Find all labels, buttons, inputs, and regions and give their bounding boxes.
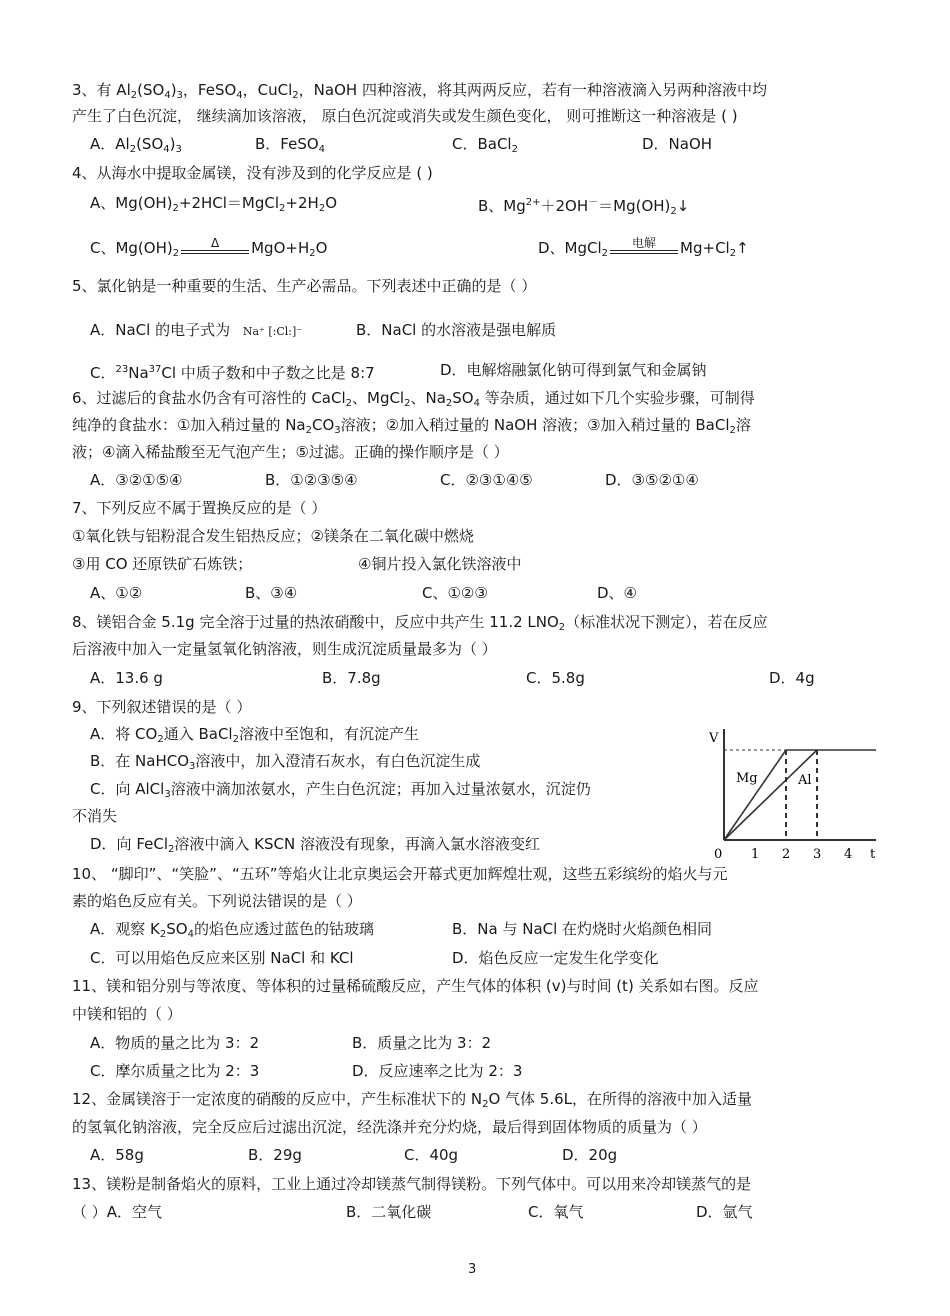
q4-stem: 4、从海水中提取金属镁，没有涉及到的化学反应是 ( )	[72, 164, 433, 182]
q5-option-c: C．$^{23}$Na$^{37}$Cl 中质子数和中子数之比是 8:7	[90, 364, 375, 382]
x-axis-label: t	[870, 847, 876, 862]
q13-option-b: B．二氧化碳	[346, 1203, 432, 1221]
q13-option-d: D．氩气	[696, 1203, 753, 1221]
q13-option-c: C．氧气	[528, 1203, 584, 1221]
q8-option-a: A．13.6 g	[90, 669, 163, 687]
q3-line1: 3、有 $Al_2(SO_4)_3$，FeSO$_4$，CuCl$_2$，NaOH 四种溶液，将其两两反应，若有一种溶液滴入另两种溶液中均	[72, 81, 767, 101]
q5-stem: 5、氯化钠是一种重要的生活、生产必需品。下列表述中正确的是（ ）	[72, 277, 537, 295]
al-curve	[724, 750, 817, 840]
q6-line1: 6、过滤后的食盐水仍含有可溶性的 CaCl$_2$、MgCl$_2$、$Na_2SO_4$ 等杂质，通过如下几个实验步骤，可制得	[72, 389, 755, 409]
q10-option-b: B．Na 与 NaCl 在灼烧时火焰颜色相同	[452, 920, 713, 938]
q6-option-c: C．②③①④⑤	[440, 471, 533, 489]
q5-option-a: A．NaCl 的电子式为 Na⁺ [:Cl:]⁻	[90, 321, 303, 339]
q4-option-c: C、$Mg(OH)_2$ Δ $MgO+H_2O$	[90, 235, 328, 259]
mg-curve	[724, 750, 786, 840]
q6-option-a: A．③②①⑤④	[90, 471, 183, 489]
x-tick-label: 1	[751, 847, 760, 862]
q6-option-d: D．③⑤②①④	[605, 471, 699, 489]
q7-statement-4: ④铜片投入氯化铁溶液中	[358, 555, 522, 573]
electrolysis-arrow: 电解	[608, 239, 680, 259]
x-tick-label: 0	[714, 847, 723, 862]
q6-line2: 纯净的食盐水：①加入稍过量的 $Na_2CO_3$溶液；②加入稍过量的 NaOH 溶液；③加入稍过量的 BaCl$_2$溶	[72, 416, 751, 436]
q10-option-d: D．焰色反应一定发生化学变化	[452, 949, 659, 967]
q3-line2: 产生了白色沉淀， 继续滴加该溶液， 原白色沉淀或消失或发生颜色变化， 则可推断这一种溶液是 ( )	[72, 107, 738, 125]
q3-option-b: B．FeSO$_4$	[255, 135, 326, 155]
q11-line2: 中镁和铝的（ ）	[72, 1005, 182, 1023]
x-tick-label: 3	[813, 847, 822, 862]
q10-line2: 素的焰色反应有关。下列说法错误的是（ ）	[72, 892, 362, 910]
q9-option-a: A．将 $CO_2$通入 BaCl$_2$溶液中至饱和，有沉淀产生	[90, 725, 419, 745]
q4-option-d: D、MgCl$_2$ 电解 $Mg+Cl_2↑$	[538, 235, 749, 259]
q4-option-b: B、$Mg^{2+}+2OH^-=Mg(OH)_2↓$	[478, 197, 690, 217]
q7-statement-1: ①氧化铁与铝粉混合发生铝热反应；②镁条在二氧化碳中燃烧	[72, 527, 474, 545]
electron-formula-image: Na⁺ [:Cl:]⁻	[242, 325, 303, 338]
q7-option-c: C、①②③	[422, 584, 488, 602]
q13-option-a: （ ）A．空气	[72, 1203, 163, 1221]
q6-option-b: B．①②③⑤④	[265, 471, 358, 489]
q9-stem: 9、下列叙述错误的是（ ）	[72, 698, 252, 716]
q11-line1: 11、镁和铝分别与等浓度、等体积的过量稀硫酸反应，产生气体的体积 (v)与时间 (t) 关系如右图。反应	[72, 977, 759, 995]
q7-statement-3: ③用 CO 还原铁矿石炼铁；	[72, 555, 253, 573]
q8-option-b: B．7.8g	[322, 669, 381, 687]
q10-option-c: C．可以用焰色反应来区别 NaCl 和 KCl	[90, 949, 354, 967]
q8-option-c: C．5.8g	[526, 669, 585, 687]
q9-option-c: C．向 AlCl$_3$溶液中滴加浓氨水，产生白色沉淀；再加入过量浓氨水，沉淀仍	[90, 780, 591, 800]
q8-line2: 后溶液中加入一定量氢氧化钠溶液，则生成沉淀质量最多为（ ）	[72, 640, 497, 658]
q3-option-d: D．NaOH	[642, 135, 713, 153]
q5-option-b: B．NaCl 的水溶液是强电解质	[356, 321, 557, 339]
q7-option-a: A、①②	[90, 584, 143, 602]
q7-option-b: B、③④	[245, 584, 298, 602]
q10-option-a: A．观察 $K_2SO_4$的焰色应透过蓝色的钴玻璃	[90, 920, 374, 940]
q12-option-d: D．20g	[562, 1146, 618, 1164]
page-number: 3	[468, 1262, 477, 1277]
x-tick-label: 2	[782, 847, 791, 862]
q11-option-c: C．摩尔质量之比为 2：3	[90, 1062, 260, 1080]
q9-option-d: D．向 FeCl$_2$溶液中滴入 KSCN 溶液没有现象，再滴入氯水溶液变红	[90, 835, 540, 855]
q8-option-d: D．4g	[769, 669, 815, 687]
q11-option-a: A．物质的量之比为 3：2	[90, 1034, 260, 1052]
al-label: Al	[798, 773, 812, 788]
q12-line2: 的氢氧化钠溶液，完全反应后过滤出沉淀，经洗涤并充分灼烧，最后得到固体物质的质量为（ ）	[72, 1118, 707, 1136]
q9-option-c-cont: 不消失	[72, 807, 118, 825]
q11-option-d: D．反应速率之比为 2：3	[352, 1062, 523, 1080]
q10-line1: 10、 “脚印”、“笑脸”、“五环”等焰火让北京奥运会开幕式更加辉煌壮观，这些五彩缤纷的焰火与元	[72, 865, 728, 883]
q11-option-b: B．质量之比为 3：2	[352, 1034, 492, 1052]
q7-stem: 7、下列反应不属于置换反应的是（ ）	[72, 499, 327, 517]
q13-line1: 13、镁粉是制备焰火的原料，工业上通过冷却镁蒸气制得镁粉。下列气体中。可以用来冷却镁蒸气的是	[72, 1175, 752, 1193]
q3-option-a: A．$Al_2(SO_4)_3$	[90, 135, 182, 155]
q6-line3: 液；④滴入稀盐酸至无气泡产生；⑤过滤。正确的操作顺序是（ ）	[72, 443, 509, 461]
q3-option-c: C．BaCl$_2$	[452, 135, 518, 155]
q8-line1: 8、镁铝合金 5.1g 完全溶于过量的热浓硝酸中，反应中共产生 11.2 $LNO_2$（标准状况下测定），若在反应	[72, 613, 768, 633]
q9-option-b: B．在 NaHCO$_3$溶液中，加入澄清石灰水，有白色沉淀生成	[90, 752, 481, 772]
q7-option-d: D、④	[597, 584, 637, 602]
y-axis-label: V	[709, 731, 719, 746]
q5-option-d: D．电解熔融氯化钠可得到氯气和金属钠	[440, 361, 707, 379]
q12-option-c: C．40g	[404, 1146, 459, 1164]
mg-label: Mg	[736, 771, 758, 786]
q12-option-a: A．58g	[90, 1146, 144, 1164]
heat-arrow: Δ	[179, 239, 251, 259]
q12-option-b: B．29g	[248, 1146, 302, 1164]
x-tick-label: 4	[844, 847, 853, 862]
q4-option-a: A、$Mg(OH)_2+2HCl=MgCl_2+2H_2O$	[90, 194, 337, 214]
volume-time-figure	[702, 724, 882, 864]
q12-line1: 12、金属镁溶于一定浓度的硝酸的反应中，产生标准状下的 $N_2O$ 气体 5.6L，在所得的溶液中加入适量	[72, 1090, 753, 1110]
